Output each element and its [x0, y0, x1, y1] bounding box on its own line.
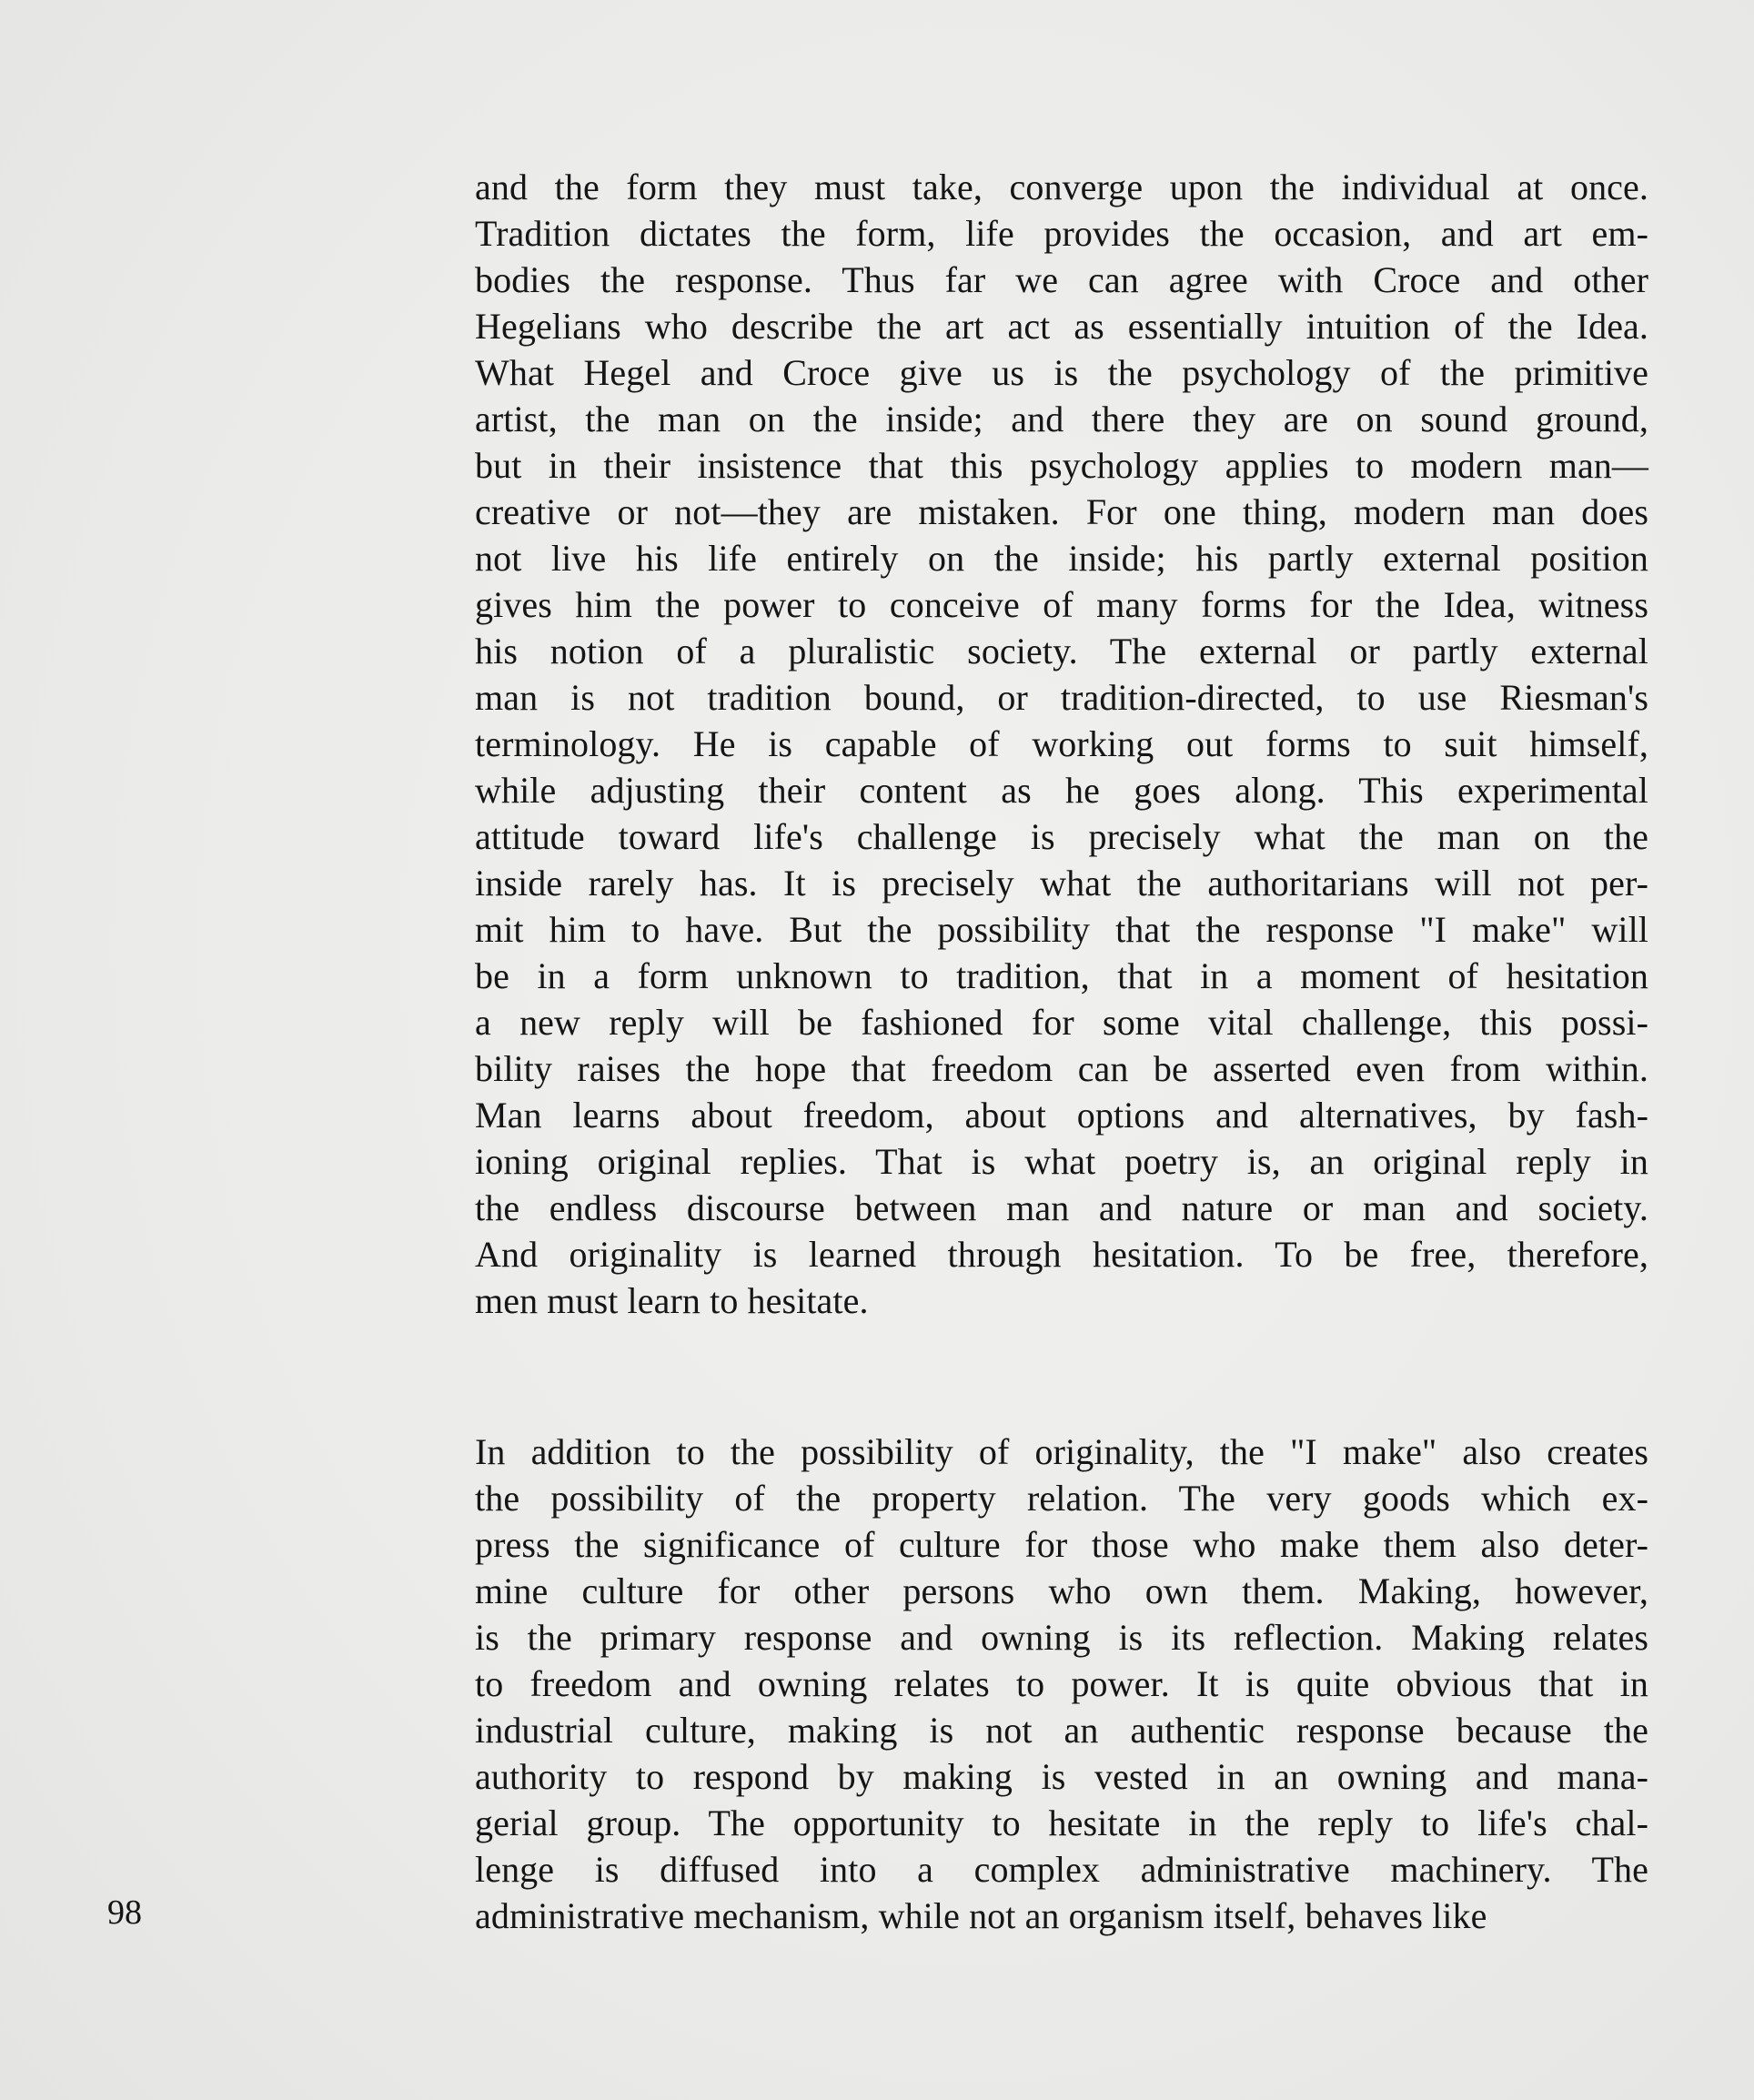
text-line: Hegelians who describe the art act as essentially intuition of the Idea.: [475, 306, 1648, 347]
text-line: press the significance of culture for those who make them also deter-: [475, 1524, 1648, 1565]
text-line: mine culture for other persons who own them. Making, however,: [475, 1570, 1648, 1611]
text-line: Tradition dictates the form, life provides the occasion, and art em-: [475, 213, 1648, 254]
paragraph-1: [475, 164, 1648, 1324]
text-line: a new reply will be fashioned for some vital challenge, this possi-: [475, 1002, 1648, 1043]
text-line: bodies the response. Thus far we can agree with Croce and other: [475, 259, 1648, 300]
text-line: In addition to the possibility of originality, the "I make" also creates: [475, 1431, 1648, 1472]
text-line: but in their insistence that this psychology applies to modern man—: [475, 445, 1648, 486]
text-line: terminology. He is capable of working out forms to suit himself,: [475, 723, 1648, 764]
text-line: administrative mechanism, while not an organism itself, behaves like: [475, 1895, 1487, 1936]
text-line: attitude toward life's challenge is precisely what the man on the: [475, 816, 1648, 857]
text-line: bility raises the hope that freedom can be asserted even from within.: [475, 1048, 1648, 1089]
text-line: while adjusting their content as he goes along. This experimental: [475, 770, 1648, 811]
text-line: creative or not—they are mistaken. For one thing, modern man does: [475, 491, 1648, 532]
page-number: 98: [107, 1893, 142, 1932]
text-line: to freedom and owning relates to power. It is quite obvious that in: [475, 1663, 1648, 1704]
text-line: Man learns about freedom, about options and alternatives, by fash-: [475, 1095, 1648, 1136]
text-line: ioning original replies. That is what poetry is, an original reply in: [475, 1141, 1648, 1182]
paragraph-2: [475, 1429, 1648, 1939]
text-line: mit him to have. But the possibility that the response "I make" will: [475, 909, 1648, 950]
text-line: And originality is learned through hesitation. To be free, therefore,: [475, 1234, 1648, 1275]
text-line: industrial culture, making is not an authentic response because the: [475, 1710, 1648, 1751]
text-line: be in a form unknown to tradition, that in a moment of hesitation: [475, 955, 1648, 996]
text-line: man is not tradition bound, or tradition-directed, to use Riesman's: [475, 677, 1648, 718]
text-line: the endless discourse between man and nature or man and society.: [475, 1187, 1648, 1228]
text-line: artist, the man on the inside; and there they are on sound ground,: [475, 399, 1648, 439]
text-line: his notion of a pluralistic society. The external or partly external: [475, 631, 1648, 671]
text-line: What Hegel and Croce give us is the psychology of the primitive: [475, 352, 1648, 393]
text-line: and the form they must take, converge upon the individual at once.: [475, 167, 1648, 207]
text-line: inside rarely has. It is precisely what the authoritarians will not per-: [475, 863, 1648, 904]
text-line: gives him the power to conceive of many forms for the Idea, witness: [475, 584, 1648, 625]
text-line: is the primary response and owning is its reflection. Making relates: [475, 1617, 1648, 1658]
text-line: not live his life entirely on the inside; his partly external position: [475, 538, 1648, 579]
text-line: men must learn to hesitate.: [475, 1280, 869, 1321]
text-line: gerial group. The opportunity to hesitate in the reply to life's chal-: [475, 1802, 1648, 1843]
text-line: the possibility of the property relation. The very goods which ex-: [475, 1478, 1648, 1519]
text-line: authority to respond by making is vested in an owning and mana-: [475, 1756, 1648, 1797]
text-line: lenge is diffused into a complex administrative machinery. The: [475, 1849, 1648, 1890]
